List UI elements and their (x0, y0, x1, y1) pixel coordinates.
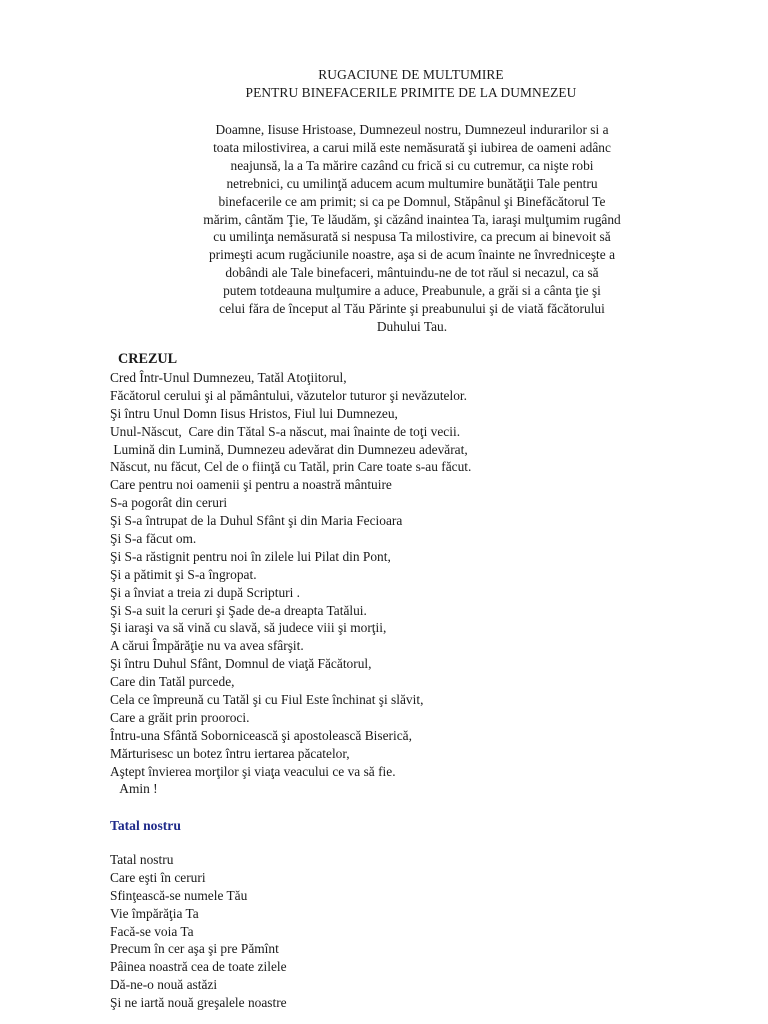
crezul-line: Şi întru Duhul Sfânt, Domnul de viaţă Făcătorul, (110, 656, 372, 672)
intro-prayer (162, 121, 662, 336)
crezul-line: A cărui Împărăţie nu va avea sfârşit. (110, 638, 304, 654)
crezul-line: Şi a înviat a treia zi după Scripturi . (110, 584, 301, 600)
intro-line: mărim, cântăm Ţie, Te lăudăm, şi căzând inaintea Ta, iaraşi mulţumim rugând (203, 211, 621, 227)
intro-line: celui făra de început al Tău Părinte şi preabunului şi de viată făcătorului (219, 301, 605, 317)
crezul-line: Şi întru Unul Domn Iisus Hristos, Fiul lui Dumnezeu, (110, 405, 398, 421)
crezul-line: Care pentru noi oamenii şi pentru a noastră mântuire (110, 477, 392, 493)
intro-line: dobândi ale Tale binefaceri, mântuindu-ne de tot răul si necazul, ca să (225, 265, 599, 281)
crezul-line: Amin ! (110, 781, 158, 797)
tatal-nostru-line: Sfinţească-se numele Tău (110, 887, 248, 903)
crezul-line: Născut, nu făcut, Cel de o fiinţă cu Tatăl, prin Care toate s-au făcut. (110, 459, 472, 475)
crezul-line: Şi S-a făcut om. (110, 531, 197, 547)
tatal-nostru-line: Care eşti în ceruri (110, 869, 206, 885)
title-line-1: RUGACIUNE DE MULTUMIRE (318, 67, 504, 82)
tatal-nostru-text (110, 851, 287, 1012)
intro-line: toata milostivirea, a carui milă este nemăsurată şi iubirea de oameni adânc (213, 139, 611, 155)
crezul-line: Cela ce împreună cu Tatăl şi cu Fiul Este închinat şi slăvit, (110, 692, 424, 708)
crezul-line: Şi S-a răstignit pentru noi în zilele lui Pilat din Pont, (110, 548, 391, 564)
crezul-line: Şi a pătimit şi S-a îngropat. (110, 566, 257, 582)
crezul-line: Şi S-a suit la ceruri şi Şade de-a dreapta Tatălui. (110, 602, 367, 618)
tatal-nostru-line: Precum în cer aşa şi pre Pămînt (110, 941, 279, 957)
crezul-text (110, 369, 471, 798)
crezul-line: Lumină din Lumină, Dumnezeu adevărat din Dumnezeu adevărat, (110, 441, 468, 457)
intro-line: neajunsă, la a Ta mărire cazând cu frică si cu cutremur, ca nişte robi (230, 157, 594, 173)
tatal-nostru-line: Dă-ne-o nouă astăzi (110, 977, 218, 993)
tatal-nostru-heading: Tatal nostru (110, 818, 181, 833)
intro-line: cu umilinţa nemăsurată si nespusa Ta milostivire, ca precum ai binevoit să (213, 229, 611, 245)
intro-line: putem totdeauna mulţumire a aduce, Preabunule, a grăi si a cânta ţie şi (223, 283, 601, 299)
title-line-2: PENTRU BINEFACERILE PRIMITE DE LA DUMNEZEU (245, 85, 577, 100)
crezul-line: Care din Tatăl purcede, (110, 674, 235, 690)
intro-line: Duhului Tau. (376, 318, 448, 334)
crezul-heading: CREZUL (118, 351, 178, 367)
crezul-line: Unul-Născut, Care din Tătal S-a născut, mai înainte de toţi vecii. (110, 423, 461, 439)
tatal-nostru-line: Facă-se voia Ta (110, 923, 194, 939)
tatal-nostru-line: Pâinea noastră cea de toate zilele (110, 959, 287, 975)
crezul-line: Cred Într-Unul Dumnezeu, Tatăl Atoţiitorul, (110, 370, 347, 385)
crezul-line: Şi iaraşi va să vină cu slavă, să judece viii şi morţii, (110, 620, 387, 636)
intro-line: binefacerile ce am primit; si ca pe Domnul, Stăpânul şi Binefăcătorul Te (218, 193, 606, 209)
crezul-line: Care a grăit prin prooroci. (110, 709, 250, 725)
tatal-nostru-line: Şi ne iartă nouă greşalele noastre (110, 995, 287, 1011)
crezul-line: Făcătorul cerului şi al pământului, văzutelor tuturor şi nevăzutelor. (110, 387, 467, 403)
intro-line: netrebnici, cu umilinţă aducem acum multumire bunătăţii Tale pentru (226, 175, 598, 191)
crezul-line: Aştept învierea morţilor şi viaţa veacului ce va să fie. (110, 763, 396, 779)
tatal-nostru-line: Vie împărăţia Ta (110, 905, 199, 921)
crezul-line: Întru-una Sfântă Sobornicească şi apostolească Biserică, (110, 727, 412, 743)
intro-line: Doamne, Iisuse Hristoase, Dumnezeul nostru, Dumnezeul indurarilor si a (215, 122, 609, 137)
crezul-line: S-a pogorât din ceruri (110, 495, 228, 511)
intro-line: primeşti acum rugăciunile noastre, aşa si de acum înainte ne învredniceşte a (208, 247, 616, 263)
crezul-line: Şi S-a întrupat de la Duhul Sfânt şi din Maria Fecioara (110, 513, 403, 529)
tatal-nostru-line: Tatal nostru (110, 852, 174, 867)
crezul-line: Mărturisesc un botez întru iertarea păcatelor, (110, 745, 350, 761)
